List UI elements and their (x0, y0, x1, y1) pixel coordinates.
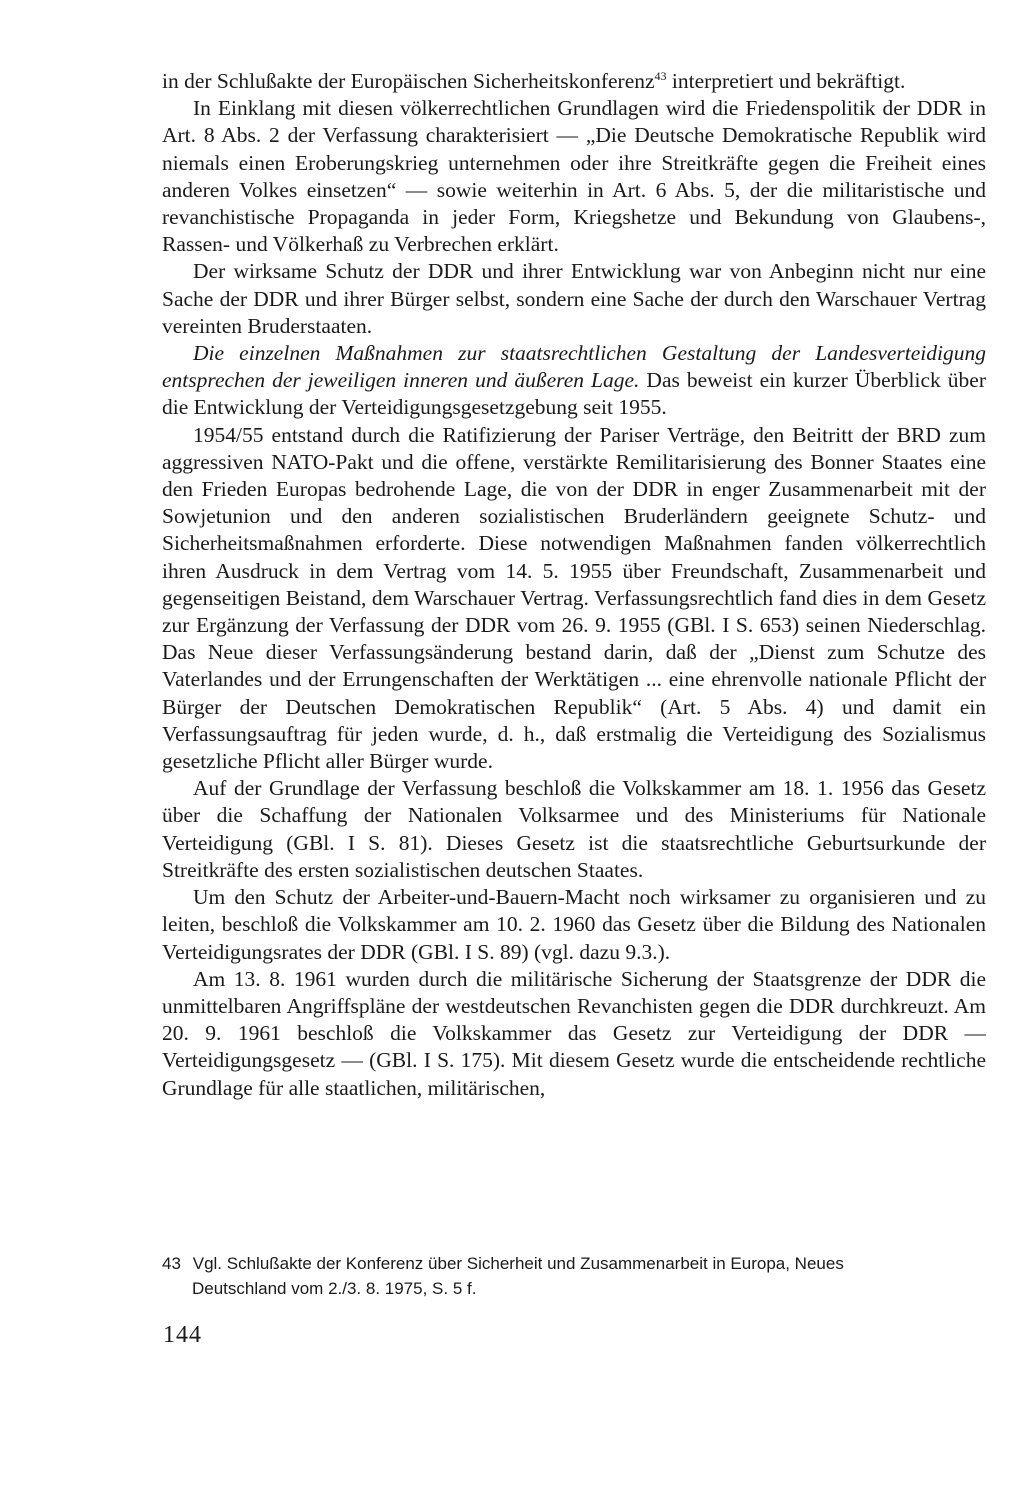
paragraph-text: 1954/55 entstand durch die Ratifizierung der Pariser Verträge, den Beitritt der BRD zum aggressiven NATO-Pakt und die offene, verstärkte Remilitarisierung des Bonner Staates eine den Frieden Europas bedrohende Lage, die von der DDR in enger Zusammenarbeit mit der Sowjetunion und den anderen sozialistischen Bruderländern geeignete Schutz- und Sicherheitsmaßnahmen erforderte. Diese notwendigen Maßnahmen fanden völkerrechtlich ihren Ausdruck in dem Vertrag vom 14. 5. 1955 über Freundschaft, Zusammenarbeit und gegenseitigen Beistand, dem Warschauer Vertrag. Verfassungsrechtlich fand dies in dem Gesetz zur Ergänzung der Verfassung der DDR vom 26. 9. 1955 (GBl. I S. 653) seinen Niederschlag. Das Neue dieser Verfassungsänderung bestand darin, daß der „Dienst zum Schutze des Vaterlandes und der Errungenschaften der Werktätigen ... eine ehrenvolle nationale Pflicht der Bürger der Deutschen Demokratischen Republik“ (Art. 5 Abs. 4) und damit ein Verfassungsauftrag für jeden wurde, d. h., daß erstmalig die Verteidigung des Sozialismus gesetzliche Pflicht aller Bürger wurde. (162, 422, 986, 774)
paragraph-schutz-der-ddr (162, 258, 986, 340)
paragraph-continuation (162, 68, 986, 95)
paragraph-text: Das beweist ein kurzer Überblick über die Entwicklung der Verteidigungsgesetzgebung seit 1955. (162, 368, 986, 420)
paragraph-massnahmen (162, 340, 986, 422)
footnote-line-1 (162, 1251, 986, 1276)
paragraph-verteidigungsrat (162, 884, 986, 966)
page-number: 144 (163, 1322, 202, 1348)
footnote-reference: 43 (654, 68, 667, 83)
paragraph-text: Auf der Grundlage der Verfassung beschloß die Volkskammer am 18. 1. 1956 das Gesetz über die Schaffung der Nationalen Volksarmee und des Ministeriums für Nationale Verteidigung (GBl. I S. 81). Dieses Gesetz ist die staatsrechtliche Geburtsurkunde der Streitkräfte des ersten sozialistischen deutschen Staates. (162, 776, 986, 882)
paragraph-friedenspolitik (162, 95, 986, 258)
footnote-text-line-2: Deutschland vom 2./3. 8. 1975, S. 5 f. (192, 1279, 477, 1298)
body-text (162, 68, 986, 1102)
paragraph-text: interpretiert und bekräftigt. (666, 69, 906, 93)
page-body (162, 68, 986, 1102)
footnote-text-line-1: Vgl. Schlußakte der Konferenz über Sicherheit und Zusammenarbeit in Europa, Neues (192, 1254, 844, 1273)
paragraph-1954-55 (162, 422, 986, 776)
footnote-number: 43 (162, 1254, 181, 1273)
paragraph-text: Am 13. 8. 1961 wurden durch die militärische Sicherung der Staatsgrenze der DDR die unmittelbaren Angriffspläne der westdeutschen Revanchisten gegen die DDR durchkreuzt. Am 20. 9. 1961 beschloß die Volkskammer das Gesetz zur Verteidigung der DDR — Verteidigungsgesetz — (GBl. I S. 175). Mit diesem Gesetz wurde die entscheidende rechtliche Grundlage für alle staatlichen, militärischen, (162, 966, 986, 1100)
italic-text: Die einzelnen Maßnahmen zur staatsrechtlichen Gestaltung der Landesverteidigung entsprechen der jeweiligen inneren und äußeren Lage. (162, 341, 986, 393)
paragraph-text: Um den Schutz der Arbeiter-und-Bauern-Macht noch wirksamer zu organisieren und zu leiten, beschloß die Volkskammer am 10. 2. 1960 das Gesetz über die Bildung des Nationalen Verteidigungsrates der DDR (GBl. I S. 89) (vgl. dazu 9.3.). (162, 885, 986, 964)
paragraph-13-8-1961 (162, 966, 986, 1102)
paragraph-grundlage-verfassung (162, 775, 986, 884)
footnote (162, 1251, 986, 1301)
paragraph-text: In Einklang mit diesen völkerrechtlichen Grundlagen wird die Friedenspolitik der DDR in Art. 8 Abs. 2 der Verfassung charakterisiert — „Die Deutsche Demokratische Republik wird niemals einen Eroberungskrieg unternehmen oder ihre Streitkräfte gegen die Freiheit eines anderen Volkes einsetzen“ — sowie weiterhin in Art. 6 Abs. 5, der die militaristische und revanchistische Propaganda in jeder Form, Kriegshetze und Bekundung von Glaubens-, Rassen- und Völkerhaß zu Verbrechen erklärt. (162, 96, 986, 257)
paragraph-text: in der Schlußakte der Europäischen Sicherheitskonferenz (162, 69, 655, 93)
paragraph-text: Der wirksame Schutz der DDR und ihrer Entwicklung war von Anbeginn nicht nur eine Sache der DDR und ihrer Bürger selbst, sondern eine Sache der durch den Warschauer Vertrag vereinten Bruderstaaten. (162, 259, 986, 338)
